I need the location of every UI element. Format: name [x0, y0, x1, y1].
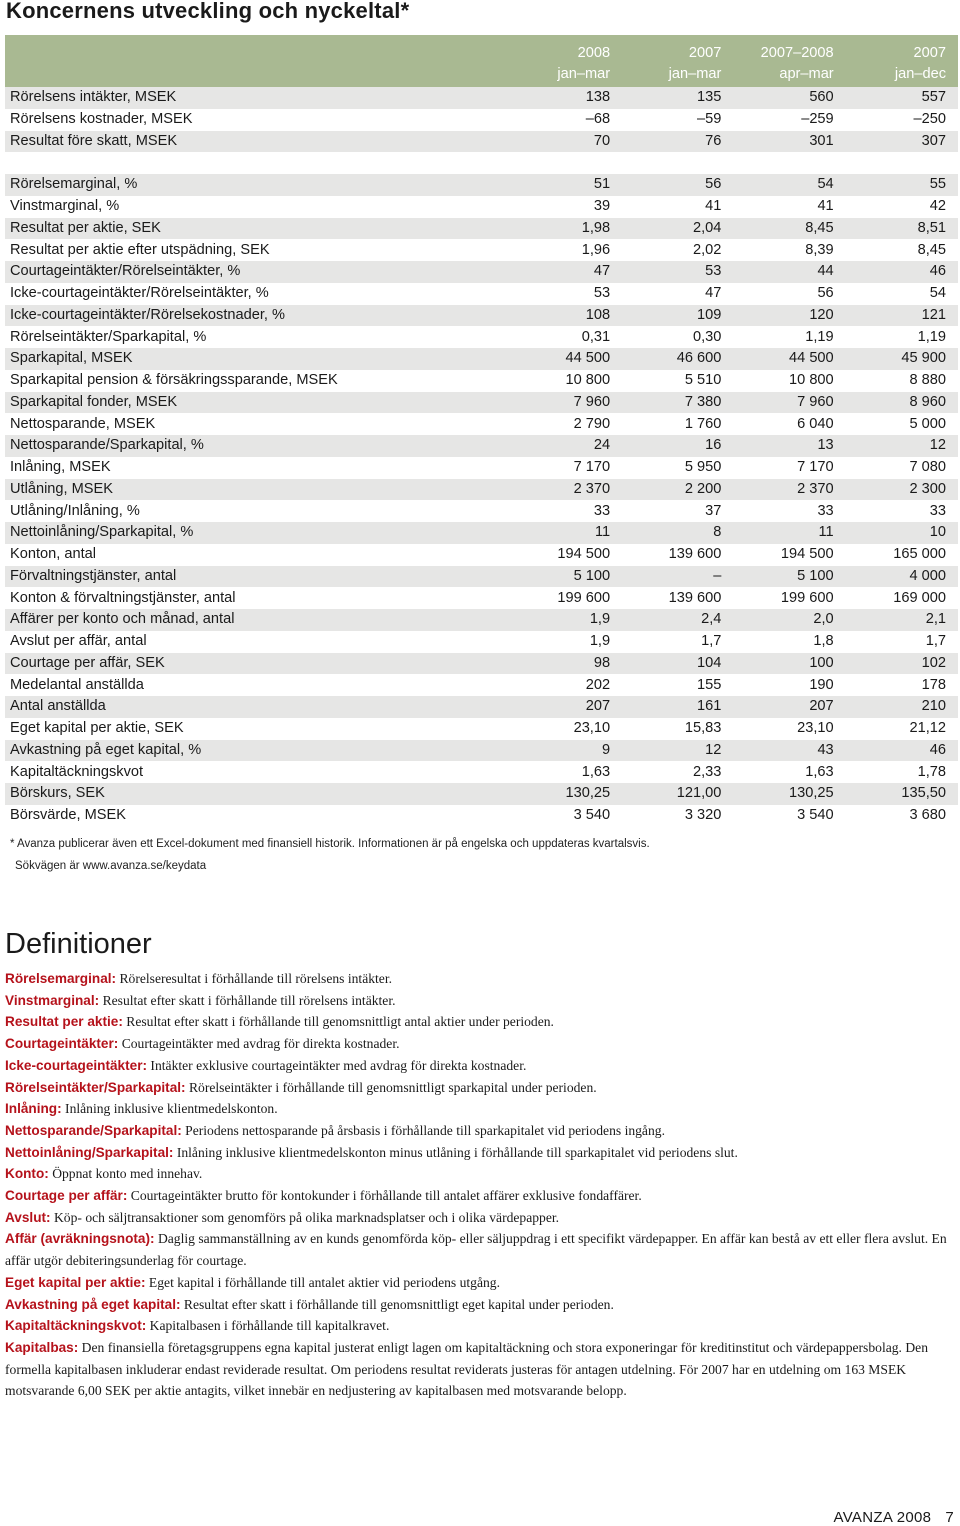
- row-value: 33: [733, 500, 845, 522]
- page-number: 7: [945, 1509, 954, 1526]
- row-value: 202: [531, 674, 622, 696]
- definition-item: [5, 1185, 958, 1207]
- row-value: 1,9: [531, 609, 622, 631]
- header-row-months: [5, 61, 958, 87]
- row-label: Icke-courtageintäkter/Rörelseintäkter, %: [5, 283, 531, 305]
- definition-item: [5, 990, 958, 1012]
- row-value: 1,7: [622, 631, 733, 653]
- row-value: 24: [531, 435, 622, 457]
- row-value: 53: [622, 261, 733, 283]
- definition-term: Nettoinlåning/Sparkapital:: [5, 1144, 174, 1160]
- row-value: 121,00: [622, 783, 733, 805]
- key-figures-table: [5, 35, 958, 827]
- header-row-period: [5, 35, 958, 61]
- table-row: [5, 305, 958, 327]
- row-value: 1,78: [846, 761, 958, 783]
- row-value: 2 370: [733, 479, 845, 501]
- row-value: [622, 152, 733, 174]
- table-row: [5, 609, 958, 631]
- row-value: 12: [846, 435, 958, 457]
- definition-item: [5, 968, 958, 990]
- row-value: 53: [531, 283, 622, 305]
- header-empty-cell: [5, 61, 531, 87]
- table-row: [5, 653, 958, 675]
- row-value: 108: [531, 305, 622, 327]
- row-value: 100: [733, 653, 845, 675]
- row-value: 2,02: [622, 239, 733, 261]
- column-header-year: 2007: [622, 35, 733, 61]
- table-row: [5, 370, 958, 392]
- row-value: 7 960: [531, 392, 622, 414]
- definition-item: [5, 1294, 958, 1316]
- footnote-line: * Avanza publicerar även ett Excel-dokument med finansiell historik. Informationen är på engelska och uppdateras kvartalsvis.: [10, 838, 650, 850]
- row-label: Sparkapital pension & försäkringssparande, MSEK: [5, 370, 531, 392]
- row-value: 0,31: [531, 326, 622, 348]
- row-value: 7 960: [733, 392, 845, 414]
- row-value: 41: [733, 196, 845, 218]
- definition-text: Inlåning inklusive klientmedelskonton minus utlåning i förhållande till sparkapitalet vid periodens slut.: [173, 1144, 738, 1160]
- row-value: 33: [531, 500, 622, 522]
- row-value: 56: [622, 174, 733, 196]
- row-value: 44 500: [531, 348, 622, 370]
- row-value: 8,45: [846, 239, 958, 261]
- row-label: Nettosparande/Sparkapital, %: [5, 435, 531, 457]
- row-value: 5 000: [846, 413, 958, 435]
- row-value: 2 200: [622, 479, 733, 501]
- row-label: Courtage per affär, SEK: [5, 653, 531, 675]
- row-value: –59: [622, 109, 733, 131]
- definition-text: Courtageintäkter brutto för kontokunder i förhållande till antalet affärer exklusive fondaffärer.: [127, 1188, 642, 1204]
- row-value: 1,7: [846, 631, 958, 653]
- row-value: 7 170: [733, 457, 845, 479]
- row-label: Affärer per konto och månad, antal: [5, 609, 531, 631]
- row-label: Icke-courtageintäkter/Rörelsekostnader, %: [5, 305, 531, 327]
- table-row: [5, 196, 958, 218]
- row-value: 1,98: [531, 218, 622, 240]
- row-value: 2,04: [622, 218, 733, 240]
- table-row: [5, 348, 958, 370]
- row-value: 33: [846, 500, 958, 522]
- row-value: 207: [531, 696, 622, 718]
- row-value: 139 600: [622, 587, 733, 609]
- row-value: –: [622, 566, 733, 588]
- row-value: 194 500: [733, 544, 845, 566]
- row-label: Antal anställda: [5, 696, 531, 718]
- table-row: [5, 87, 958, 109]
- row-value: 5 100: [531, 566, 622, 588]
- row-value: 1,8: [733, 631, 845, 653]
- row-value: 1,19: [846, 326, 958, 348]
- page-title: Koncernens utveckling och nyckeltal*: [6, 0, 410, 23]
- row-value: 44: [733, 261, 845, 283]
- row-value: 54: [733, 174, 845, 196]
- table-row: [5, 566, 958, 588]
- row-value: 5 100: [733, 566, 845, 588]
- row-label: Resultat per aktie, SEK: [5, 218, 531, 240]
- row-value: 42: [846, 196, 958, 218]
- column-header-year: 2007–2008: [733, 35, 845, 61]
- table-header: [5, 35, 958, 87]
- row-value: 155: [622, 674, 733, 696]
- definition-term: Kapitaltäckningskvot:: [5, 1318, 147, 1334]
- row-label: Kapitaltäckningskvot: [5, 761, 531, 783]
- definition-term: Resultat per aktie:: [5, 1014, 123, 1030]
- row-label: Börskurs, SEK: [5, 783, 531, 805]
- row-value: [531, 152, 622, 174]
- row-value: 194 500: [531, 544, 622, 566]
- table-row: [5, 544, 958, 566]
- row-value: 44 500: [733, 348, 845, 370]
- table-row: [5, 435, 958, 457]
- row-value: 54: [846, 283, 958, 305]
- row-value: 8 880: [846, 370, 958, 392]
- row-value: 2,33: [622, 761, 733, 783]
- row-value: 104: [622, 653, 733, 675]
- row-value: 3 680: [846, 805, 958, 827]
- table-row: [5, 283, 958, 305]
- row-value: 8,51: [846, 218, 958, 240]
- row-value: 5 510: [622, 370, 733, 392]
- definition-text: Periodens nettosparande på årsbasis i förhållande till sparkapitalet vid periodens ingång.: [181, 1122, 665, 1138]
- column-header-months: apr–mar: [733, 61, 845, 87]
- definition-term: Courtageintäkter:: [5, 1036, 119, 1052]
- definition-term: Konto:: [5, 1166, 49, 1182]
- row-value: 41: [622, 196, 733, 218]
- row-value: 21,12: [846, 718, 958, 740]
- definition-text: Den finansiella företagsgruppens egna kapital justerat enligt lagen om kapitaltäckning och stora exponeringar för kreditinstitut och värdepappersbolag. Den formella kapitalbasen inkluderar endast reviderade resultat. Om periodens resultat reviderats justeras för antagen utdelning. För 2007 har en utdelning om 163 MSEK motsvarande 6,00 SEK per aktie antagits, vilket innebär en nedjustering av kapitalbasen med motsvarande belopp.: [5, 1339, 928, 1399]
- definition-text: Resultat efter skatt i förhållande till genomsnittligt antal aktier under perioden.: [122, 1014, 554, 1030]
- row-value: 3 320: [622, 805, 733, 827]
- row-value: 46: [846, 740, 958, 762]
- definition-term: Avkastning på eget kapital:: [5, 1296, 181, 1312]
- definition-text: Kapitalbasen i förhållande till kapitalkravet.: [146, 1318, 390, 1334]
- row-value: 43: [733, 740, 845, 762]
- row-label: Eget kapital per aktie, SEK: [5, 718, 531, 740]
- row-label: Avslut per affär, antal: [5, 631, 531, 653]
- definition-item: [5, 1315, 958, 1337]
- row-label: Vinstmarginal, %: [5, 196, 531, 218]
- table-row: [5, 109, 958, 131]
- row-value: 23,10: [733, 718, 845, 740]
- table-body: [5, 87, 958, 827]
- row-value: 138: [531, 87, 622, 109]
- row-value: 2,0: [733, 609, 845, 631]
- row-label: Nettoinlåning/Sparkapital, %: [5, 522, 531, 544]
- row-value: 47: [622, 283, 733, 305]
- row-label: Resultat före skatt, MSEK: [5, 131, 531, 153]
- definition-term: Inlåning:: [5, 1101, 62, 1117]
- row-value: 210: [846, 696, 958, 718]
- definition-text: Intäkter exklusive courtageintäkter med avdrag för direkta kostnader.: [147, 1057, 527, 1073]
- row-value: 70: [531, 131, 622, 153]
- row-value: 13: [733, 435, 845, 457]
- table-row: [5, 500, 958, 522]
- table-row: [5, 631, 958, 653]
- definition-text: Inlåning inklusive klientmedelskonton.: [61, 1101, 278, 1117]
- row-label: Konton & förvaltningstjänster, antal: [5, 587, 531, 609]
- definition-item: [5, 1337, 958, 1402]
- row-value: 15,83: [622, 718, 733, 740]
- definition-item: [5, 1142, 958, 1164]
- row-value: 8,45: [733, 218, 845, 240]
- row-label: Utlåning/Inlåning, %: [5, 500, 531, 522]
- row-value: 560: [733, 87, 845, 109]
- row-value: 169 000: [846, 587, 958, 609]
- definition-item: [5, 1077, 958, 1099]
- row-value: 121: [846, 305, 958, 327]
- row-label: Courtageintäkter/Rörelseintäkter, %: [5, 261, 531, 283]
- row-value: 55: [846, 174, 958, 196]
- definition-item: [5, 1163, 958, 1185]
- definition-text: Daglig sammanställning av en kunds genomförda köp- eller säljuppdrag i ett specifikt värdepapper. En affär kan bestå av ett eller flera avslut. En affär utgör debiteringsunderlag för courtage.: [5, 1231, 947, 1269]
- row-value: –259: [733, 109, 845, 131]
- row-value: 7 080: [846, 457, 958, 479]
- row-value: 109: [622, 305, 733, 327]
- row-value: 1 760: [622, 413, 733, 435]
- table-row: [5, 326, 958, 348]
- row-value: 3 540: [733, 805, 845, 827]
- definition-text: Öppnat konto med innehav.: [48, 1166, 203, 1182]
- column-header-year: 2008: [531, 35, 622, 61]
- definition-item: [5, 1228, 958, 1271]
- row-label: Avkastning på eget kapital, %: [5, 740, 531, 762]
- row-value: 23,10: [531, 718, 622, 740]
- table-row: [5, 718, 958, 740]
- row-value: 178: [846, 674, 958, 696]
- row-value: 6 040: [733, 413, 845, 435]
- definition-text: Eget kapital i förhållande till antalet aktier vid periodens utgång.: [145, 1274, 500, 1290]
- row-label: Nettosparande, MSEK: [5, 413, 531, 435]
- row-label: Förvaltningstjänster, antal: [5, 566, 531, 588]
- row-value: 2,4: [622, 609, 733, 631]
- row-value: 11: [531, 522, 622, 544]
- definition-term: Courtage per affär:: [5, 1188, 128, 1204]
- definition-text: Resultat efter skatt i förhållande till genomsnittligt eget kapital under perioden.: [180, 1296, 614, 1312]
- row-label: Inlåning, MSEK: [5, 457, 531, 479]
- row-value: 2 300: [846, 479, 958, 501]
- table-row: [5, 696, 958, 718]
- row-value: 2 790: [531, 413, 622, 435]
- row-value: 8 960: [846, 392, 958, 414]
- definitions-heading: Definitioner: [5, 928, 152, 960]
- definition-text: Rörelseintäkter i förhållande till genomsnittligt sparkapital under perioden.: [185, 1079, 597, 1095]
- row-value: 4 000: [846, 566, 958, 588]
- definition-text: Rörelseresultat i förhållande till rörelsens intäkter.: [116, 971, 393, 986]
- definition-item: [5, 1098, 958, 1120]
- definitions-list: [5, 968, 958, 1402]
- definition-text: Courtageintäkter med avdrag för direkta kostnader.: [118, 1036, 400, 1052]
- row-value: –68: [531, 109, 622, 131]
- definition-item: [5, 1272, 958, 1294]
- table-row: [5, 761, 958, 783]
- definition-text: Resultat efter skatt i förhållande till rörelsens intäkter.: [99, 992, 396, 1008]
- definition-term: Affär (avräkningsnota):: [5, 1231, 155, 1247]
- definition-term: Eget kapital per aktie:: [5, 1274, 146, 1290]
- row-value: 0,30: [622, 326, 733, 348]
- table-row: [5, 131, 958, 153]
- row-value: 46: [846, 261, 958, 283]
- row-label: Konton, antal: [5, 544, 531, 566]
- row-value: 557: [846, 87, 958, 109]
- row-value: 2,1: [846, 609, 958, 631]
- table-row: [5, 674, 958, 696]
- row-value: 10 800: [531, 370, 622, 392]
- row-value: 8: [622, 522, 733, 544]
- row-value: 1,63: [531, 761, 622, 783]
- row-value: 46 600: [622, 348, 733, 370]
- row-value: [733, 152, 845, 174]
- row-value: 10 800: [733, 370, 845, 392]
- table-row: [5, 413, 958, 435]
- page-footer: [834, 1509, 954, 1526]
- table-row: [5, 261, 958, 283]
- row-value: 165 000: [846, 544, 958, 566]
- column-header-year: 2007: [846, 35, 958, 61]
- table-row: [5, 805, 958, 827]
- table-row: [5, 522, 958, 544]
- row-value: 1,9: [531, 631, 622, 653]
- table-row: [5, 479, 958, 501]
- definition-term: Vinstmarginal:: [5, 992, 100, 1008]
- row-value: 5 950: [622, 457, 733, 479]
- row-value: 39: [531, 196, 622, 218]
- row-value: 16: [622, 435, 733, 457]
- row-value: 9: [531, 740, 622, 762]
- row-value: 10: [846, 522, 958, 544]
- table-row: [5, 174, 958, 196]
- table-row: [5, 218, 958, 240]
- row-value: 8,39: [733, 239, 845, 261]
- row-label: Rörelsens intäkter, MSEK: [5, 87, 531, 109]
- row-label: Medelantal anställda: [5, 674, 531, 696]
- footnote-link-line: Sökvägen är www.avanza.se/keydata: [15, 860, 207, 872]
- definition-term: Rörelseintäkter/Sparkapital:: [5, 1079, 186, 1095]
- definition-item: [5, 1055, 958, 1077]
- row-value: 199 600: [531, 587, 622, 609]
- table-row: [5, 392, 958, 414]
- row-value: [846, 152, 958, 174]
- row-value: 199 600: [733, 587, 845, 609]
- footnote: [10, 833, 650, 877]
- row-value: 56: [733, 283, 845, 305]
- row-label: Sparkapital fonder, MSEK: [5, 392, 531, 414]
- row-value: 37: [622, 500, 733, 522]
- row-label: Rörelsemarginal, %: [5, 174, 531, 196]
- row-value: 1,96: [531, 239, 622, 261]
- row-value: 12: [622, 740, 733, 762]
- row-value: 139 600: [622, 544, 733, 566]
- row-label: Rörelsens kostnader, MSEK: [5, 109, 531, 131]
- row-value: 7 170: [531, 457, 622, 479]
- row-value: 51: [531, 174, 622, 196]
- row-value: 2 370: [531, 479, 622, 501]
- table-row: [5, 740, 958, 762]
- row-value: 76: [622, 131, 733, 153]
- row-label: Utlåning, MSEK: [5, 479, 531, 501]
- table-row: [5, 152, 958, 174]
- table-row: [5, 239, 958, 261]
- row-value: 7 380: [622, 392, 733, 414]
- row-value: –250: [846, 109, 958, 131]
- row-label: Rörelseintäkter/Sparkapital, %: [5, 326, 531, 348]
- row-value: 135,50: [846, 783, 958, 805]
- definition-term: Avslut:: [5, 1209, 51, 1225]
- row-value: 130,25: [531, 783, 622, 805]
- row-value: 3 540: [531, 805, 622, 827]
- row-label: Resultat per aktie efter utspädning, SEK: [5, 239, 531, 261]
- definition-term: Nettosparande/Sparkapital:: [5, 1122, 182, 1138]
- column-header-months: jan–mar: [531, 61, 622, 87]
- definition-item: [5, 1033, 958, 1055]
- row-value: 135: [622, 87, 733, 109]
- column-header-months: jan–mar: [622, 61, 733, 87]
- row-value: 307: [846, 131, 958, 153]
- definition-term: Rörelsemarginal:: [5, 971, 117, 986]
- row-value: 120: [733, 305, 845, 327]
- row-value: 190: [733, 674, 845, 696]
- row-value: 1,63: [733, 761, 845, 783]
- row-value: 1,19: [733, 326, 845, 348]
- row-value: 207: [733, 696, 845, 718]
- row-value: 102: [846, 653, 958, 675]
- row-value: 161: [622, 696, 733, 718]
- definition-term: Kapitalbas:: [5, 1339, 79, 1355]
- footer-brand: AVANZA 2008: [833, 1509, 932, 1526]
- row-value: 47: [531, 261, 622, 283]
- table-row: [5, 457, 958, 479]
- definition-item: [5, 1011, 958, 1033]
- row-label: Börsvärde, MSEK: [5, 805, 531, 827]
- table-row: [5, 587, 958, 609]
- definition-item: [5, 1120, 958, 1142]
- row-label: Sparkapital, MSEK: [5, 348, 531, 370]
- table-row: [5, 783, 958, 805]
- row-value: 11: [733, 522, 845, 544]
- row-value: 301: [733, 131, 845, 153]
- definition-term: Icke-courtageintäkter:: [5, 1057, 148, 1073]
- row-value: 130,25: [733, 783, 845, 805]
- header-empty-cell: [5, 35, 531, 61]
- row-label: [5, 152, 531, 174]
- definition-text: Köp- och säljtransaktioner som genomförs på olika marknadsplatser och i olika värdepapper.: [50, 1209, 560, 1225]
- definition-item: [5, 1207, 958, 1229]
- row-value: 45 900: [846, 348, 958, 370]
- row-value: 98: [531, 653, 622, 675]
- column-header-months: jan–dec: [846, 61, 958, 87]
